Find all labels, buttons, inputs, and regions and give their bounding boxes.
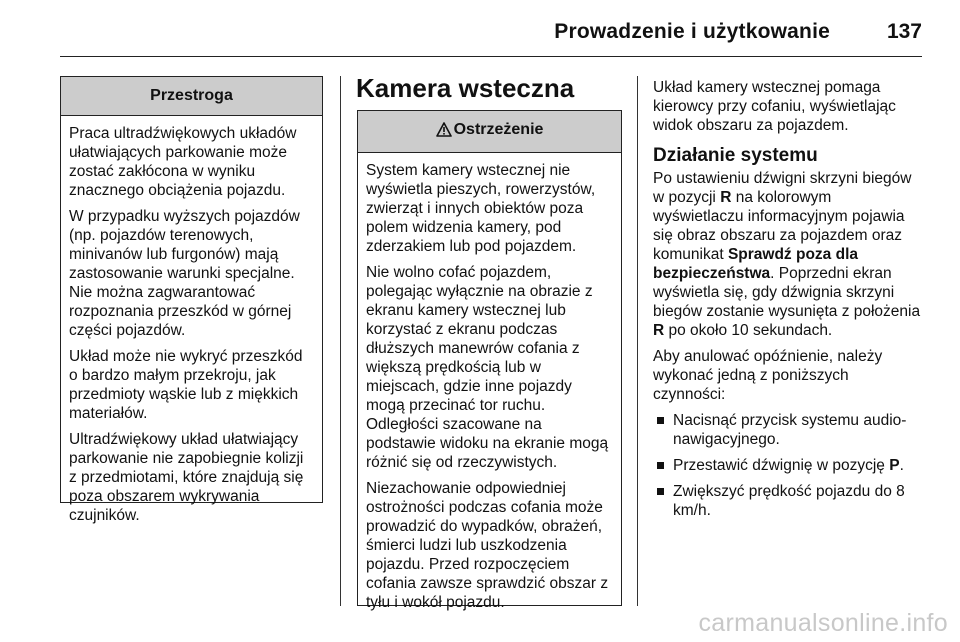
cancel-delay-paragraph: Aby anulować opóźnienie, należy wykonać jedną z poniższych czynności:	[653, 348, 883, 403]
warning-paragraph: System kamery wstecznej nie wyświetla pieszych, rowerzystów, zwierząt i innych obiektów poza polem widzenia kamery, pod zderzakiem lub pod pojazdem.	[366, 162, 596, 255]
warning-box-body	[358, 153, 621, 618]
warning-triangle-icon	[436, 122, 452, 143]
bullet-square-icon	[657, 488, 664, 495]
section-title: Kamera wsteczna	[356, 73, 575, 103]
text-run: na kolorowym wyświetlaczu informacyjnym pojawia się obraz obszaru za pojazdem oraz komunikat	[653, 189, 905, 263]
list-item-text: Przestawić dźwignię w pozycję	[673, 457, 890, 474]
column-divider	[340, 76, 341, 606]
watermark: carmanualsonline.info	[698, 609, 948, 637]
page-number: 137	[886, 20, 922, 43]
body-column	[653, 78, 925, 527]
subsection-heading: Działanie systemu	[653, 145, 818, 166]
gear-position-r: R	[720, 189, 732, 206]
warning-box-title: Ostrzeżenie	[453, 121, 544, 138]
list-item	[653, 411, 925, 449]
warning-box-header	[358, 111, 621, 153]
gear-position-p: P	[889, 457, 900, 474]
caution-paragraph: Ultradźwiękowy układ ułatwiający parkowanie nie zapobiegnie kolizji z przedmiotami, które znajdują się poza obszarem wykrywania czujników.	[69, 431, 304, 524]
header-title: Prowadzenie i użytkowanie	[554, 20, 830, 43]
bullet-square-icon	[657, 462, 664, 469]
warning-box	[357, 110, 622, 611]
page-header	[60, 16, 922, 57]
list-item	[653, 456, 925, 475]
caution-paragraph: Praca ultradźwiękowych układów ułatwiających parkowanie może zostać zakłócona w wyniku znacznego obciążenia pojazdu.	[69, 125, 297, 199]
caution-box	[60, 76, 323, 524]
bullet-square-icon	[657, 417, 664, 424]
display-message: Sprawdź poza dla bezpieczeństwa	[653, 246, 859, 282]
gear-position-r: R	[653, 322, 665, 339]
text-run: . Poprzedni ekran wyświetla się, gdy dźwignia skrzyni biegów zostanie wysunięta z położenia	[653, 265, 921, 320]
list-item	[653, 482, 925, 520]
caution-paragraph: Układ może nie wykryć przeszkód o bardzo małym przekroju, jak przedmioty wąskie lub z miękkich materiałów.	[69, 348, 303, 422]
system-operation-paragraph	[653, 169, 925, 340]
caution-box-title: Przestroga	[61, 77, 322, 116]
text-run: Po ustawieniu dźwigni skrzyni biegów w pozycji	[653, 170, 912, 206]
list-item-text: .	[899, 457, 904, 474]
caution-box-body	[61, 116, 322, 531]
text-run: po około 10 sekundach.	[664, 322, 833, 339]
warning-paragraph: Niezachowanie odpowiedniej ostrożności podczas cofania może prowadzić do wypadków, obrażeń, śmierci ludzi lub uszkodzenia pojazdu. Przed rozpoczęciem cofania zawsze sprawdzić obszar z tyłu i wokół pojazdu.	[366, 480, 609, 611]
caution-paragraph: W przypadku wyższych pojazdów (np. pojazdów terenowych, minivanów lub furgonów) mają zastosowanie warunki specjalne. Nie można zagwarantować rozpoznania przeszkód w górnej części pojazdów.	[69, 208, 300, 339]
intro-paragraph: Układ kamery wstecznej pomaga kierowcy przy cofaniu, wyświetlając widok obszaru za pojazdem.	[653, 79, 896, 134]
warning-paragraph: Nie wolno cofać pojazdem, polegając wyłącznie na obrazie z ekranu kamery wstecznej lub korzystać z ekranu podczas dłuższych manewrów cofania z większą prędkością lub w miejscach, gdzie inne pojazdy mogą przecinać tor ruchu. Odległości szacowane na podstawie widoku na ekranie mogą różnić się od rzeczywistych.	[366, 264, 609, 471]
column-divider	[637, 76, 638, 606]
list-item-text: Nacisnąć przycisk systemu audio-nawigacyjnego.	[673, 412, 907, 448]
list-item-text: Zwiększyć prędkość pojazdu do 8 km/h.	[673, 483, 905, 519]
